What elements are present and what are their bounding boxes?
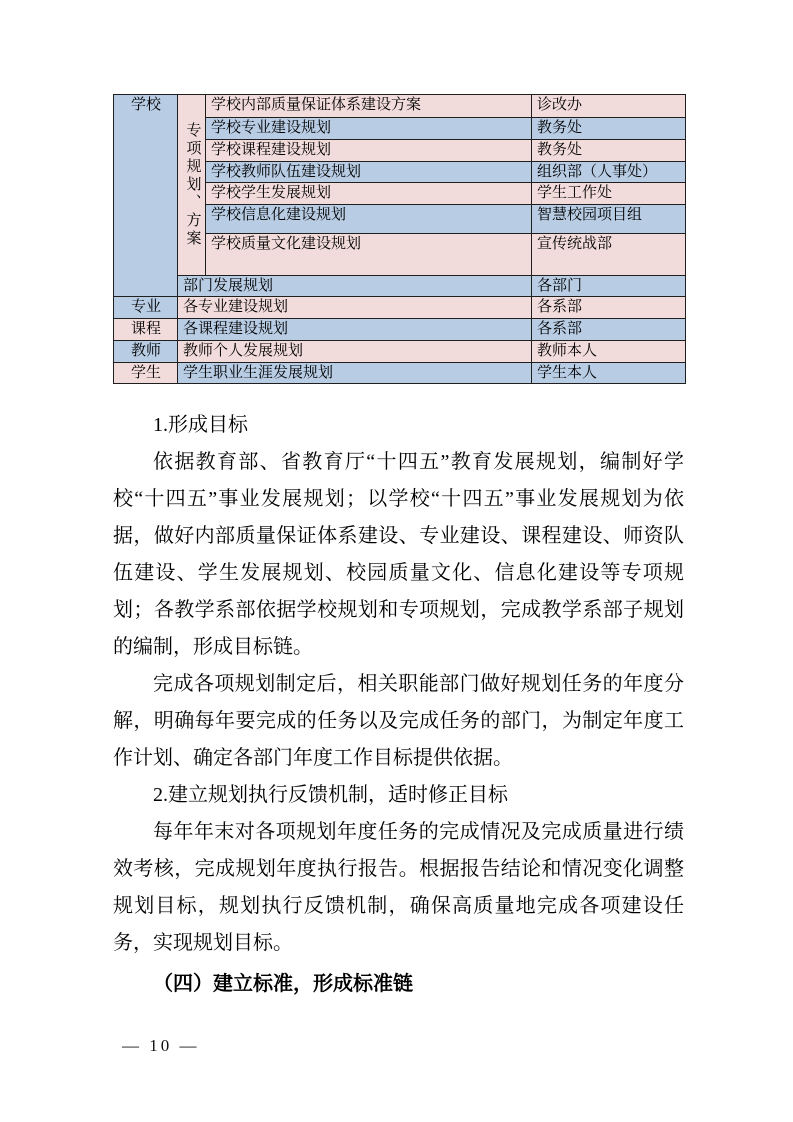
plan-cell: 学校课程建设规划 — [206, 140, 532, 162]
level-cell-teacher: 教师 — [114, 341, 178, 363]
level-cell-student: 学生 — [114, 363, 178, 384]
plan-cell: 各专业建设规划 — [178, 297, 532, 319]
table-row — [114, 297, 686, 319]
table-row — [114, 341, 686, 363]
plan-cell: 学校专业建设规划 — [206, 118, 532, 140]
paragraph-4-heading: 2.建立规划执行反馈机制，适时修正目标 — [153, 784, 508, 806]
dept-cell: 各系部 — [532, 319, 686, 341]
paragraph-3: 完成各项规划制定后，相关职能部门做好规划任务的年度分解，明确每年要完成的任务以及完成任务的部门，为制定年度工作计划、确定各部门年度工作目标提供依据。 — [113, 673, 684, 769]
dept-cell: 宣传统战部 — [532, 234, 686, 276]
planning-responsibility-table — [113, 94, 686, 384]
paragraph-2: 依据教育部、省教育厅“十四五”教育发展规划，编制好学校“十四五”事业发展规划；以学校“十四五”事业发展规划为依据，做好内部质量保证体系建设、专业建设、课程建设、师资队伍建设、学生发展规划、校园质量文化、信息化建设等专项规划；各教学系部依据学校规划和专项规划，完成教学系部子规划的编制，形成目标链。 — [113, 451, 684, 658]
plan-cell: 学校信息化建设规划 — [206, 205, 532, 234]
plan-cell: 学校学生发展规划 — [206, 183, 532, 205]
dept-cell: 教师本人 — [532, 341, 686, 363]
dept-cell: 各部门 — [532, 276, 686, 297]
plan-cell: 学生职业生涯发展规划 — [178, 363, 532, 384]
dept-cell: 教务处 — [532, 140, 686, 162]
level-cell-course: 课程 — [114, 319, 178, 341]
section-heading: （四）建立标准，形成标准链 — [153, 973, 413, 995]
level-cell-school: 学校 — [114, 95, 178, 297]
plan-cell: 各课程建设规划 — [178, 319, 532, 341]
plan-cell: 学校教师队伍建设规划 — [206, 162, 532, 183]
dept-cell: 智慧校园项目组 — [532, 205, 686, 234]
dept-cell: 诊改办 — [532, 95, 686, 118]
table-row — [114, 276, 686, 297]
table-row — [114, 319, 686, 341]
dept-cell: 教务处 — [532, 118, 686, 140]
body-text — [113, 407, 684, 1003]
dept-cell: 学生工作处 — [532, 183, 686, 205]
page-number: — 10 — — [122, 1036, 200, 1055]
category-cell-special-plans — [178, 95, 206, 276]
dept-cell: 学生本人 — [532, 363, 686, 384]
plan-cell: 部门发展规划 — [178, 276, 532, 297]
table-row — [114, 95, 686, 118]
plan-cell: 学校内部质量保证体系建设方案 — [206, 95, 532, 118]
dept-cell: 组织部（人事处） — [532, 162, 686, 183]
table-row — [114, 363, 686, 384]
vertical-label-wrap — [183, 96, 201, 274]
plan-cell: 学校质量文化建设规划 — [206, 234, 532, 276]
dept-cell: 各系部 — [532, 297, 686, 319]
paragraph-1-heading: 1.形成目标 — [153, 414, 248, 436]
vertical-label: 专项规划、方案 — [184, 122, 201, 248]
level-cell-major: 专业 — [114, 297, 178, 319]
paragraph-5: 每年年末对各项规划年度任务的完成情况及完成质量进行绩效考核，完成规划年度执行报告。根据报告结论和情况变化调整规划目标，规划执行反馈机制，确保高质量地完成各项建设任务，实现规划目标。 — [113, 821, 684, 954]
plan-cell: 教师个人发展规划 — [178, 341, 532, 363]
